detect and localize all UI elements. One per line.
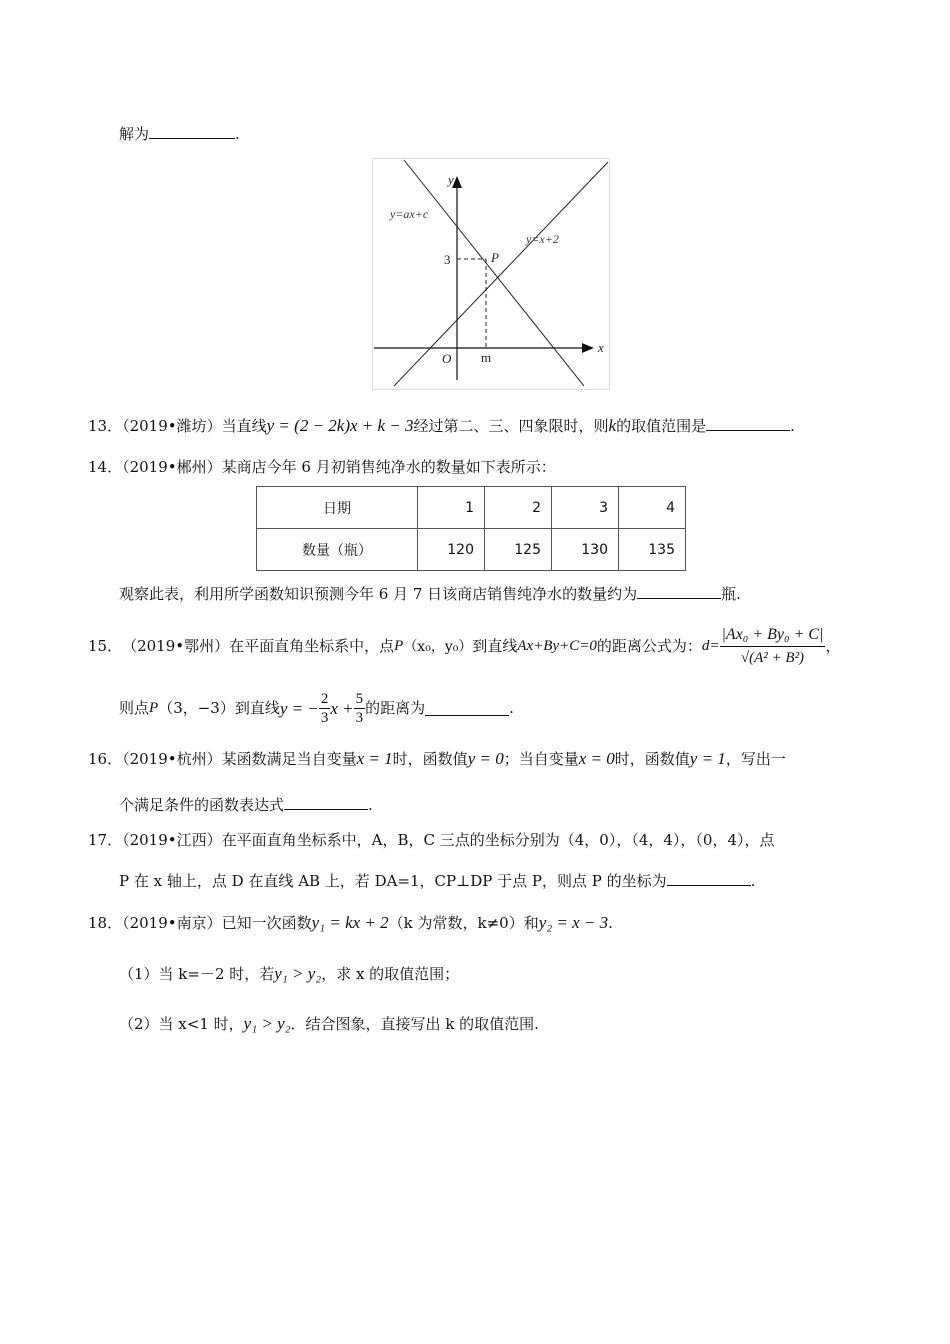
table-row — [257, 529, 686, 571]
q15-fraction-1-num: 2 — [320, 691, 329, 707]
q17-number: 17． — [88, 831, 123, 849]
q16-source: （2019•杭州） — [122, 750, 222, 768]
q18-sub2-eq: y₁ > y₂ — [243, 1014, 291, 1033]
line-y-x-plus-2 — [394, 162, 608, 386]
q14-text: 某商店今年 6 月初销售纯净水的数量如下表所示： — [221, 458, 556, 476]
table-cell: 125 — [485, 529, 552, 571]
q17-period: . — [750, 872, 756, 890]
table-cell: 135 — [619, 529, 686, 571]
q15-line-2 — [119, 690, 514, 727]
table-cell: 1 — [418, 487, 485, 529]
q14-source: （2019•郴州） — [122, 458, 222, 476]
table-row — [257, 487, 686, 529]
q16-line-2 — [119, 795, 373, 813]
q16-eq-3: x = 0 — [578, 749, 615, 768]
x-axis-arrow — [582, 343, 594, 353]
q15-formula-denominator: √(A² + B²) — [740, 650, 805, 666]
q18-sub-2 — [119, 1015, 539, 1032]
q18-sub2-text-a: （2）当 x<1 时， — [119, 1015, 244, 1033]
q13-answer-blank[interactable] — [706, 416, 790, 431]
q16-eq-2: y = 0 — [467, 749, 504, 768]
q15-point-coord: （x₀，y₀） — [403, 638, 473, 655]
q16-text-4: 时，函数值 — [614, 750, 690, 768]
q18-sub1-text-a: （1）当 k=－2 时，若 — [119, 965, 275, 983]
q12-tail — [119, 124, 240, 142]
q16-text-1: 某函数满足当自变量 — [221, 750, 357, 768]
q18-sub2-text-b: ．结合图象，直接写出 k 的取值范围. — [290, 1015, 539, 1033]
tick-y-label: 3 — [444, 252, 451, 267]
point-label: P — [491, 250, 499, 265]
q16-text-3: ；当自变量 — [503, 750, 579, 768]
q16-text-2: 时，函数值 — [392, 750, 468, 768]
q13-text-1: 当直线 — [221, 417, 267, 435]
q13-source: （2019•潍坊） — [122, 417, 222, 435]
q13-period: . — [790, 417, 795, 435]
q15-fraction-1-den: 3 — [320, 710, 329, 726]
q15-fraction-2-num: 5 — [355, 691, 364, 707]
q18-eq-1: y₁ = kx + 2 — [311, 913, 389, 932]
question-17 — [88, 833, 775, 848]
q14-follow — [119, 584, 741, 602]
q15-line-eq: Ax+By+C=0 — [517, 638, 597, 654]
q18-sub1-text-b: ，求 x 的取值范围； — [321, 965, 460, 983]
q16-text-5: ，写出一 — [725, 750, 786, 768]
q14-answer-blank[interactable] — [637, 584, 721, 599]
q15-distance-formula — [720, 624, 826, 669]
q18-sub1-eq: y₁ > y₂ — [274, 964, 322, 983]
q15-l2-point-p: P — [149, 700, 159, 716]
q15-text-3: 的距离公式为： — [596, 637, 702, 655]
q13-k: k — [608, 416, 617, 435]
q16-l2-text: 个满足条件的函数表达式 — [119, 796, 285, 814]
q18-number: 18． — [88, 914, 123, 932]
q15-l2-x: x + — [330, 699, 354, 718]
question-15 — [88, 624, 840, 669]
q15-point-p: P — [394, 638, 404, 654]
q17-line-2-text: P 在 x 轴上，点 D 在直线 AB 上，若 DA=1，CP⊥DP 于点 P，则点 P 的坐标为 — [119, 872, 667, 890]
q12-period: . — [235, 125, 240, 143]
q15-l2-text-2: 到直线 — [234, 699, 280, 717]
q18-sub-1 — [119, 965, 459, 982]
table-cell: 2 — [485, 487, 552, 529]
table-cell: 130 — [552, 529, 619, 571]
q18-text-1: 已知一次函数 — [221, 914, 312, 932]
q16-number: 16． — [88, 750, 123, 768]
q15-l2-y: y = − — [279, 699, 319, 718]
x-axis-label: x — [598, 340, 604, 355]
table-cell: 120 — [418, 529, 485, 571]
q15-l2-text-3: 的距离为 — [365, 699, 426, 717]
q15-fraction-1 — [319, 690, 331, 727]
q13-text-3: 的取值范围是 — [616, 417, 707, 435]
q16-eq-4: y = 1 — [689, 749, 726, 768]
sales-table — [256, 486, 686, 571]
q18-source: （2019•南京） — [122, 914, 222, 932]
q16-eq-1: x = 1 — [356, 749, 393, 768]
q15-text-2: 到直线 — [472, 637, 518, 655]
q15-number: 15． — [88, 637, 123, 655]
q15-d: d= — [701, 638, 720, 654]
q15-l2-coord: （3，−3） — [158, 699, 235, 717]
table-cell: 4 — [619, 487, 686, 529]
q15-fraction-2 — [354, 690, 366, 727]
q14-number: 14． — [88, 458, 123, 476]
q13-number: 13． — [88, 417, 123, 435]
q17-line-2 — [119, 871, 755, 889]
q14-unit: 瓶. — [721, 585, 741, 603]
q15-source: （2019•鄂州） — [122, 637, 230, 655]
origin-label: O — [442, 351, 452, 366]
q15-comma: ， — [825, 637, 841, 655]
line-y-ax-plus-c — [404, 160, 584, 386]
question-14 — [88, 460, 556, 475]
q15-fraction-2-den: 3 — [355, 710, 364, 726]
q15-formula-numerator: |Ax₀ + By₀ + C| — [720, 624, 826, 647]
graph-figure — [372, 158, 610, 390]
table-header-qty: 数量（瓶） — [257, 529, 418, 571]
tick-x-label: m — [481, 350, 492, 365]
q16-period: . — [368, 796, 373, 814]
label-line1: y=ax+c — [390, 207, 429, 221]
q14-follow-text: 观察此表，利用所学函数知识预测今年 6 月 7 日该商店销售纯净水的数量约为 — [119, 585, 638, 603]
table-cell: 3 — [552, 487, 619, 529]
q15-l2-text-1: 则点 — [119, 699, 150, 717]
q18-period: . — [608, 914, 613, 932]
q15-period: . — [509, 699, 514, 717]
question-18 — [88, 914, 613, 931]
question-13 — [88, 416, 795, 434]
q17-source: （2019•江西） — [122, 831, 222, 849]
table-header-date: 日期 — [257, 487, 418, 529]
q12-tail-text: 解为 — [119, 125, 150, 143]
label-line2: y=x+2 — [526, 232, 559, 246]
q18-eq-2: y₂ = x − 3 — [538, 913, 609, 932]
q17-answer-blank[interactable] — [667, 871, 751, 886]
q17-line-1: 在平面直角坐标系中，A，B，C 三点的坐标分别为（4，0），（4，4），（0，4），点 — [221, 831, 775, 849]
q13-equation: y = (2 − 2k)x + k − 3 — [266, 416, 414, 435]
y-axis-label: y — [448, 172, 454, 187]
q16-answer-blank[interactable] — [284, 795, 368, 810]
question-16 — [88, 750, 786, 767]
q13-text-2: 经过第二、三、四象限时，则 — [413, 417, 609, 435]
q12-answer-blank[interactable] — [149, 124, 235, 139]
q18-text-2: （k 为常数，k≠0）和 — [388, 914, 539, 932]
q15-answer-blank[interactable] — [425, 701, 509, 716]
q15-text-1: 在平面直角坐标系中，点 — [229, 637, 395, 655]
